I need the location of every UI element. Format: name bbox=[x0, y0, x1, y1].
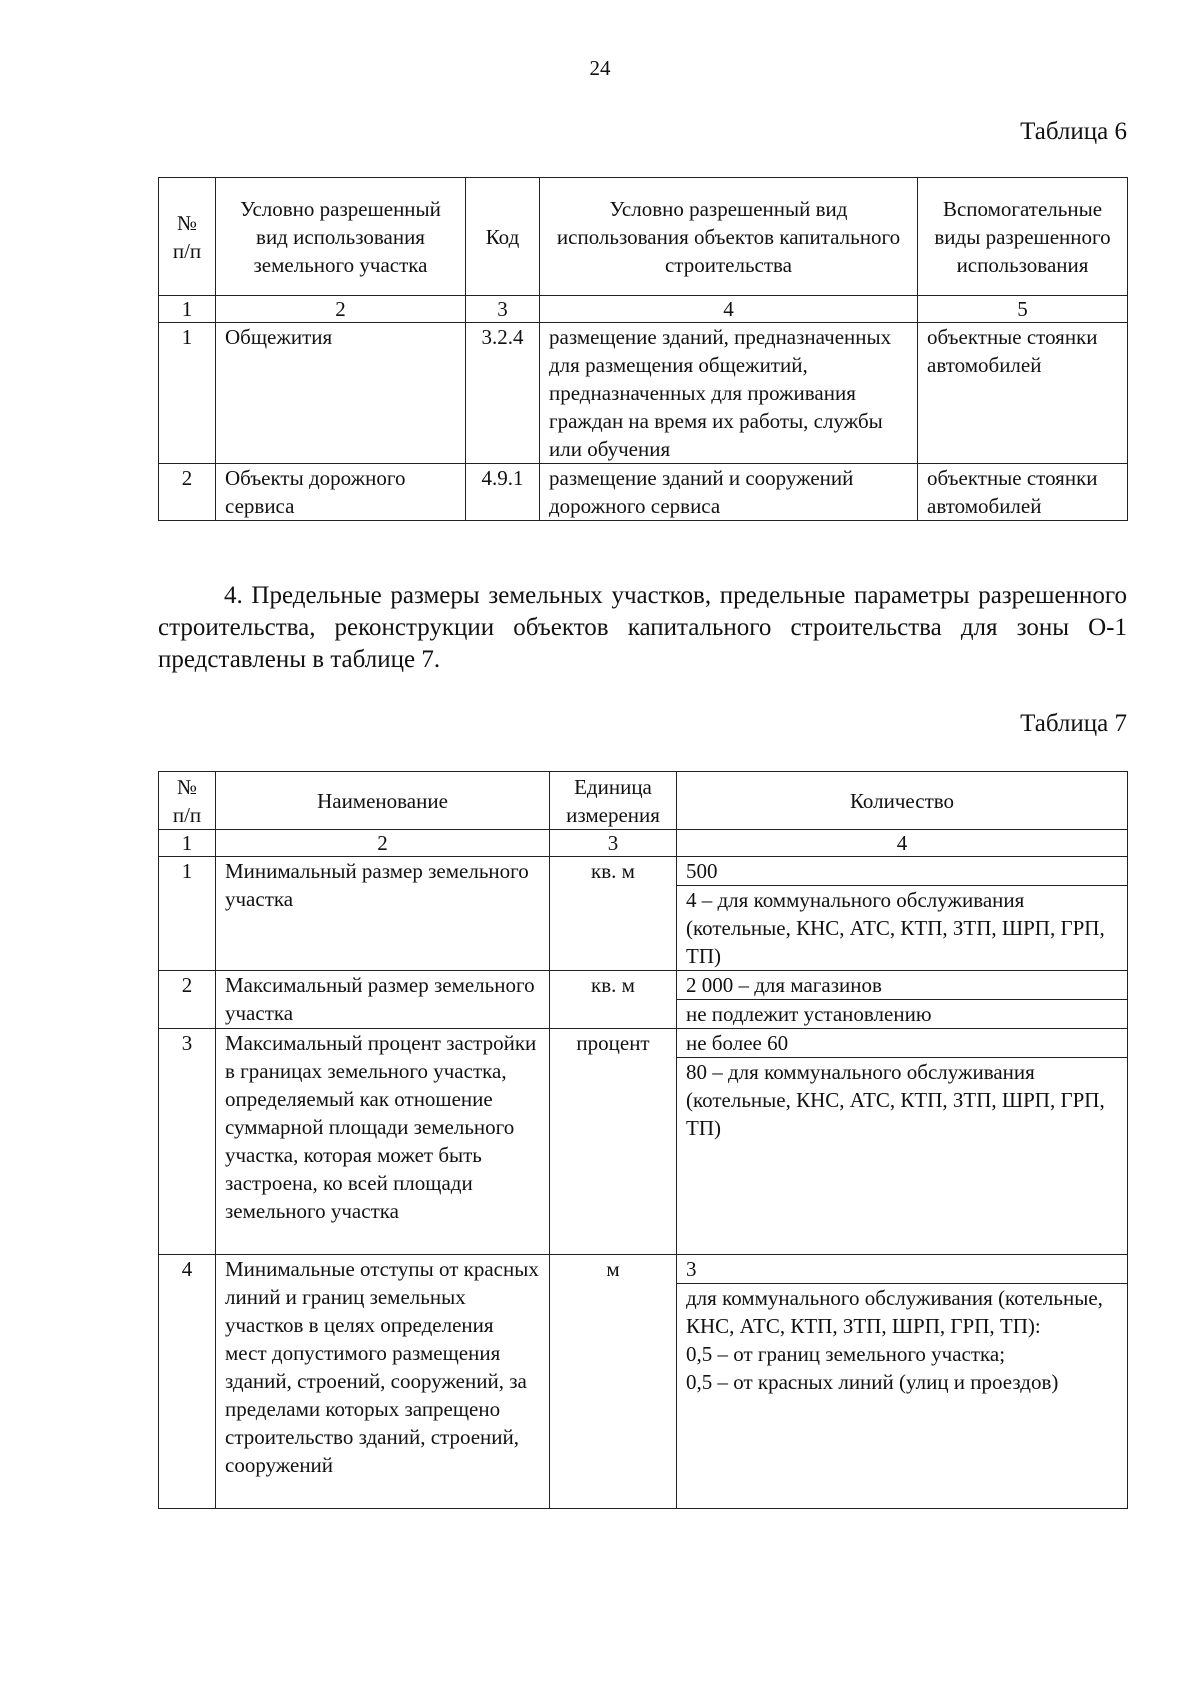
row-value: 3 bbox=[677, 1255, 1128, 1284]
row-auxiliary: объектные стоянки автомобилей bbox=[918, 464, 1128, 521]
table-7-caption: Таблица 7 bbox=[1020, 710, 1127, 737]
table-6-column-numbers bbox=[159, 296, 1128, 323]
row-number: 1 bbox=[159, 323, 216, 464]
header-cell: № п/п bbox=[159, 772, 216, 830]
header-cell: Условно разрешенный вид использования объектов капитального строительства bbox=[540, 178, 918, 296]
row-value: 4 – для коммунального обслуживания (котельные, КНС, АТС, КТП, ЗТП, ШРП, ГРП, ТП) bbox=[677, 886, 1128, 971]
row-description: размещение зданий и сооружений дорожного сервиса bbox=[540, 464, 918, 521]
row-unit: кв. м bbox=[550, 971, 677, 1029]
table-row bbox=[159, 323, 1128, 464]
value-line: 0,5 – от красных линий (улиц и проездов) bbox=[686, 1370, 1059, 1394]
row-name: Максимальный процент застройки в границах земельного участка, определяемый как отношение суммарной площади земельного участка, которая может быть застроена, ко всей площади земельного участка bbox=[216, 1029, 550, 1255]
row-value: 500 bbox=[677, 857, 1128, 886]
column-number: 2 bbox=[216, 830, 550, 857]
table-row bbox=[159, 1029, 1128, 1058]
row-name: Минимальный размер земельного участка bbox=[216, 857, 550, 971]
header-cell: Количество bbox=[677, 772, 1128, 830]
row-number: 4 bbox=[159, 1255, 216, 1509]
header-cell: № п/п bbox=[159, 178, 216, 296]
column-number: 3 bbox=[466, 296, 540, 323]
column-number: 1 bbox=[159, 830, 216, 857]
row-number: 3 bbox=[159, 1029, 216, 1255]
row-name: Минимальные отступы от красных линий и границ земельных участков в целях определения мест допустимого размещения зданий, строений, сооружений, за пределами которых запрещено строительство зданий, строений, сооружений bbox=[216, 1255, 550, 1509]
row-value-list bbox=[677, 1284, 1128, 1509]
row-description: размещение зданий, предназначенных для размещения общежитий, предназначенных для проживания граждан на время их работы, службы или обучения bbox=[540, 323, 918, 464]
table-6 bbox=[158, 177, 1128, 521]
section-paragraph: 4. Предельные размеры земельных участков, предельные параметры разрешенного строительства, реконструкции объектов капитального строительства для зоны О-1 представлены в таблице 7. bbox=[158, 582, 1127, 673]
table-7-header-row bbox=[159, 772, 1128, 830]
header-cell: Код bbox=[466, 178, 540, 296]
column-number: 4 bbox=[677, 830, 1128, 857]
row-number: 1 bbox=[159, 857, 216, 971]
row-value: не более 60 bbox=[677, 1029, 1128, 1058]
header-cell: Условно разрешенный вид использования земельного участка bbox=[216, 178, 466, 296]
table-6-caption: Таблица 6 bbox=[1020, 118, 1127, 145]
table-7-column-numbers bbox=[159, 830, 1128, 857]
row-value: 2 000 – для магазинов bbox=[677, 971, 1128, 1000]
value-line: для коммунального обслуживания (котельные, КНС, АТС, КТП, ЗТП, ШРП, ГРП, ТП): bbox=[686, 1286, 1103, 1338]
header-cell: Вспомогательные виды разрешенного использования bbox=[918, 178, 1128, 296]
row-name: Общежития bbox=[216, 323, 466, 464]
header-cell: Наименование bbox=[216, 772, 550, 830]
column-number: 4 bbox=[540, 296, 918, 323]
row-value: 80 – для коммунального обслуживания (котельные, КНС, АТС, КТП, ЗТП, ШРП, ГРП, ТП) bbox=[677, 1058, 1128, 1255]
row-number: 2 bbox=[159, 464, 216, 521]
value-line: 0,5 – от границ земельного участка; bbox=[686, 1342, 1006, 1366]
row-unit: м bbox=[550, 1255, 677, 1509]
row-name: Максимальный размер земельного участка bbox=[216, 971, 550, 1029]
header-cell: Единица измерения bbox=[550, 772, 677, 830]
column-number: 2 bbox=[216, 296, 466, 323]
table-7 bbox=[158, 771, 1128, 1509]
row-auxiliary: объектные стоянки автомобилей bbox=[918, 323, 1128, 464]
table-row bbox=[159, 1255, 1128, 1284]
row-unit: кв. м bbox=[550, 857, 677, 971]
row-code: 3.2.4 bbox=[466, 323, 540, 464]
row-name: Объекты дорожного сервиса bbox=[216, 464, 466, 521]
table-row bbox=[159, 464, 1128, 521]
column-number: 1 bbox=[159, 296, 216, 323]
table-row bbox=[159, 857, 1128, 886]
row-value: не подлежит установлению bbox=[677, 1000, 1128, 1029]
table-6-header-row bbox=[159, 178, 1128, 296]
row-code: 4.9.1 bbox=[466, 464, 540, 521]
table-row bbox=[159, 971, 1128, 1000]
page-number: 24 bbox=[589, 56, 611, 80]
column-number: 3 bbox=[550, 830, 677, 857]
row-unit: процент bbox=[550, 1029, 677, 1255]
column-number: 5 bbox=[918, 296, 1128, 323]
row-number: 2 bbox=[159, 971, 216, 1029]
